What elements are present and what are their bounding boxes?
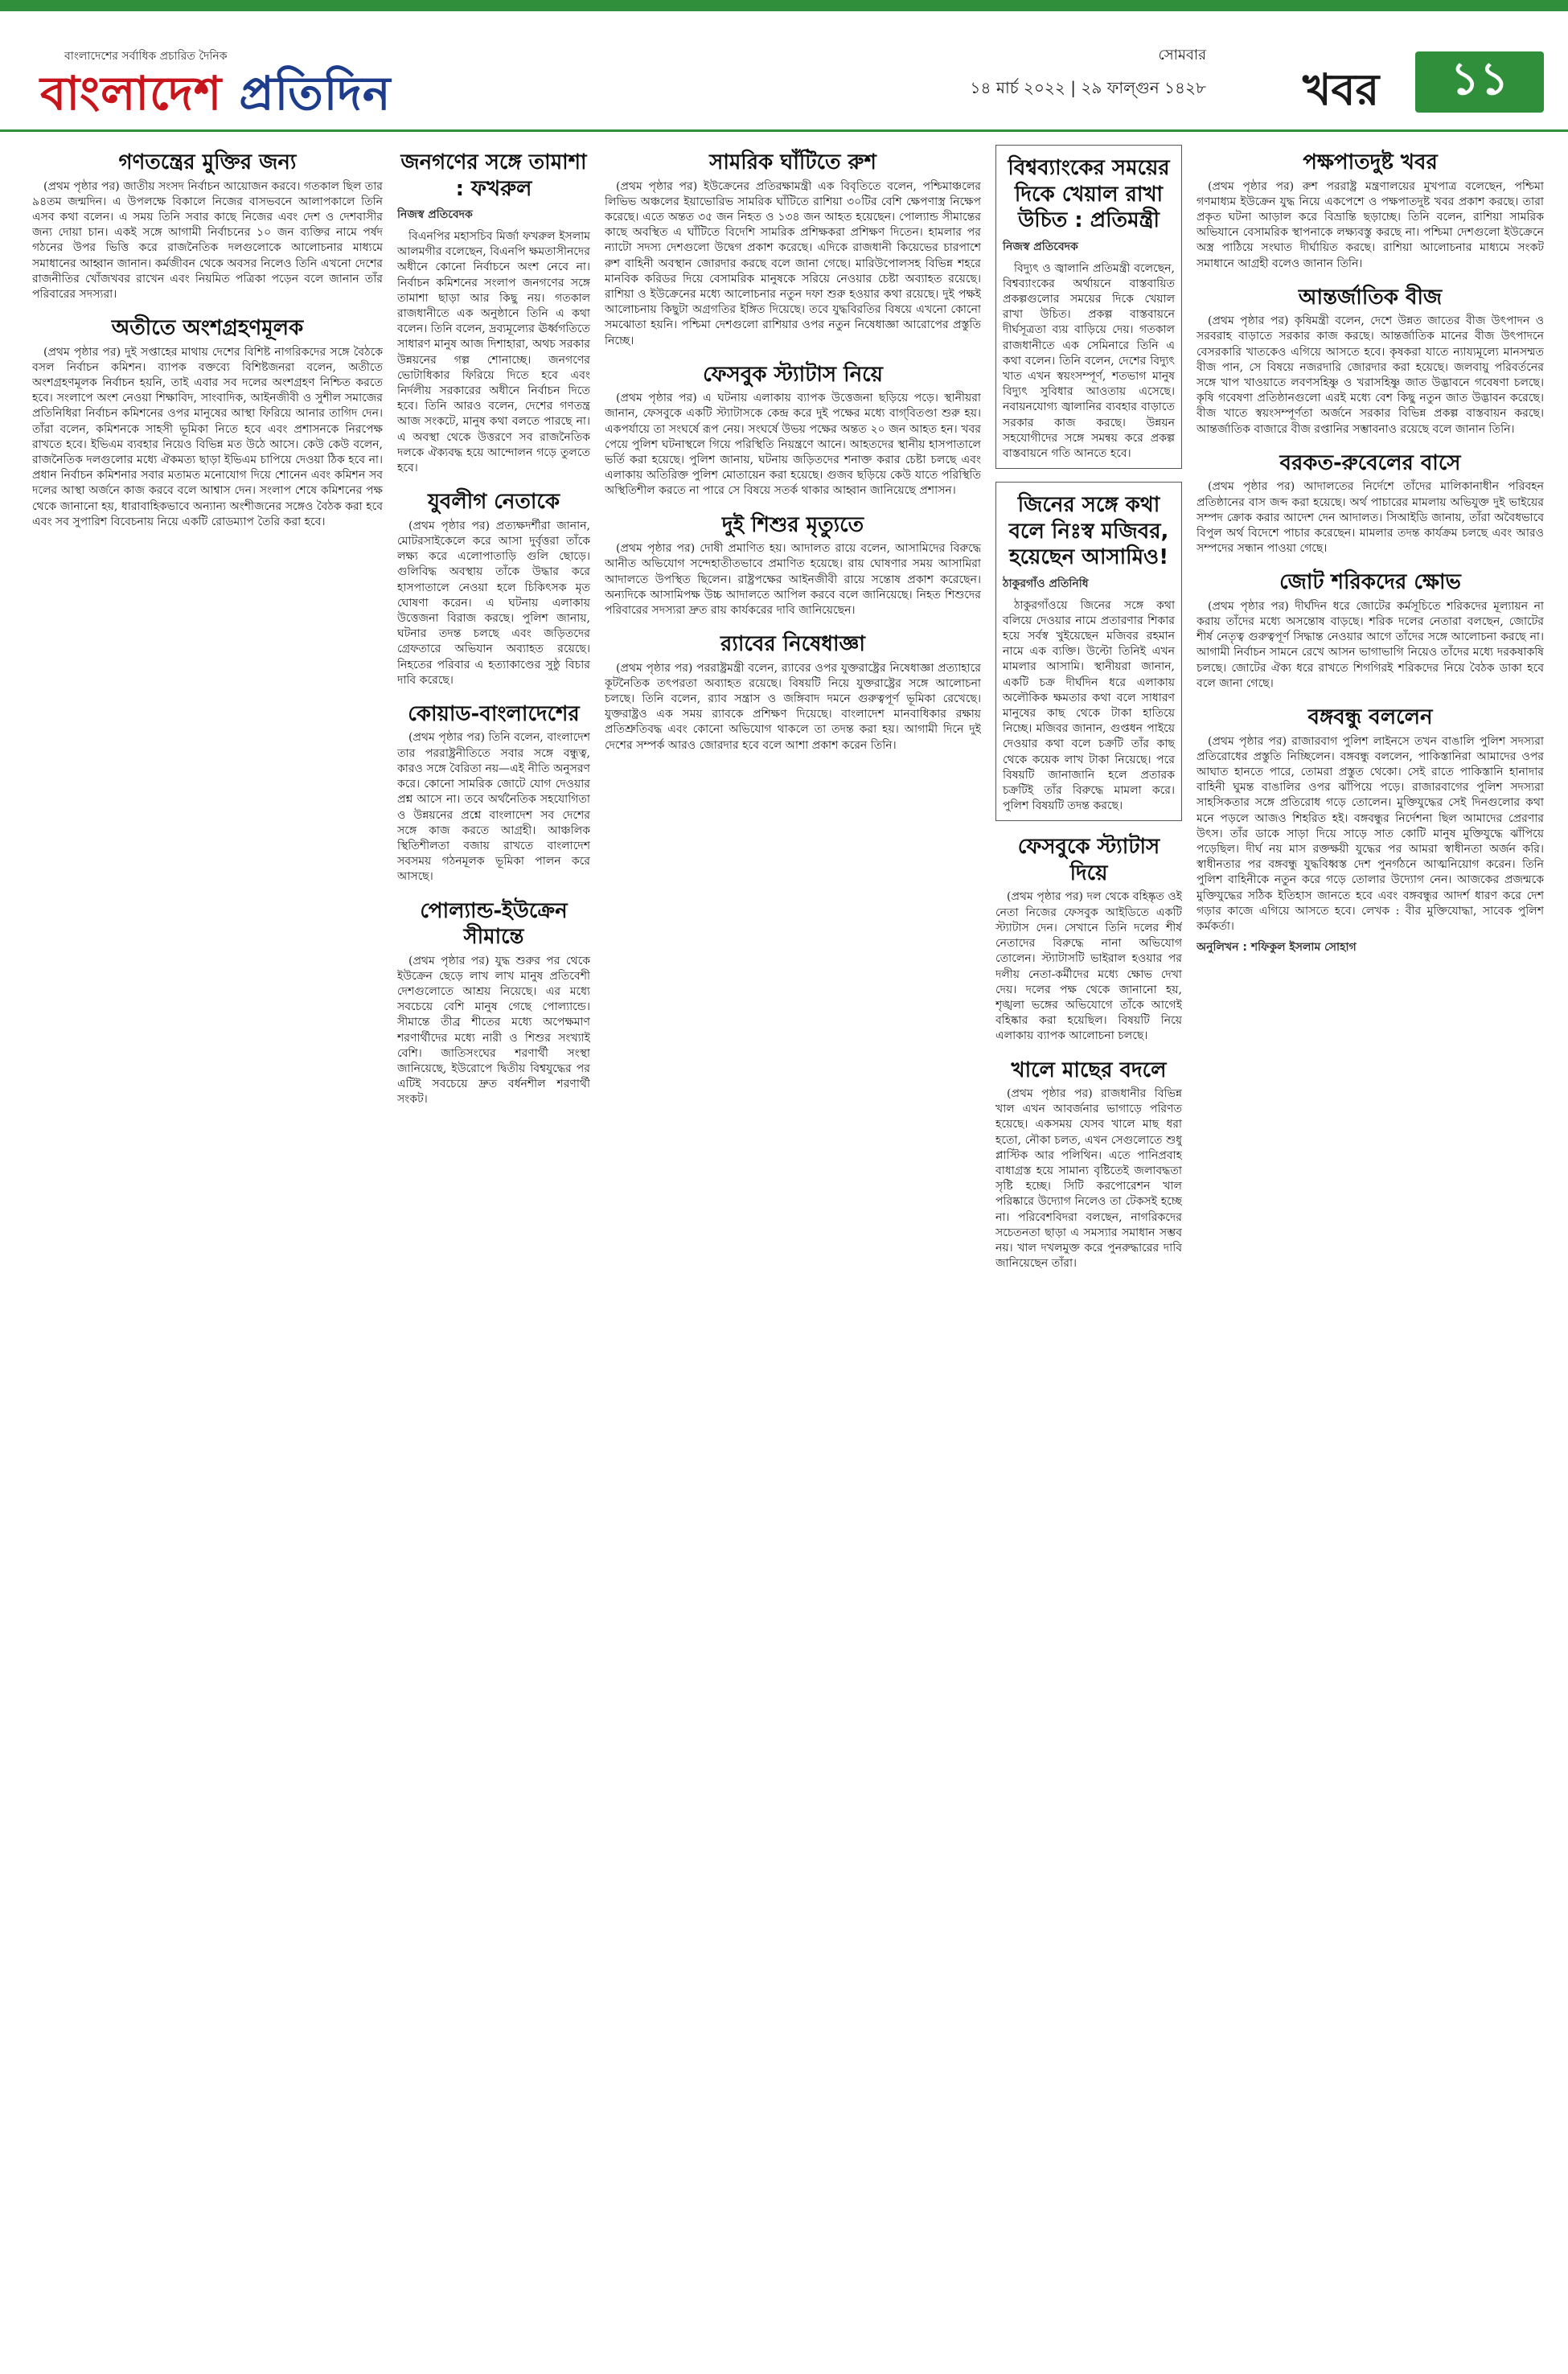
article-text: (প্রথম পৃষ্ঠার পর) রাজারবাগ পুলিশ লাইনসে তখন বাঙালি পুলিশ সদস্যরা প্রতিরোধের প্রস্তুতি নিচ্ছিলেন। বঙ্গবন্ধু বললেন, পাকিস্তানিরা আমাদের ওপর আঘাত হানতে পারে, তোমরা প্রস্তুত থেকো। সেই রাতে পাকিস্তানি হানাদার বাহিনী ঘুমন্ত বাঙালির ওপর ঝাঁপিয়ে পড়ে। রাজারবাগের পুলিশ সদস্যরা সাহসিকতার সঙ্গে প্রতিরোধ গড়ে তোলেন। মুক্তিযুদ্ধের সেই দিনগুলোর কথা মনে পড়লে আজও শিহরিত হই। বঙ্গবন্ধুর নির্দেশনা ছিল আমাদের প্রেরণার উৎস। তাঁর ডাকে সাড়া দিয়ে সাড়ে সাত কোটি মানুষ মুক্তিযুদ্ধে ঝাঁপিয়ে পড়েছিল। দীর্ঘ নয় মাস রক্তক্ষয়ী যুদ্ধের পর আমরা স্বাধীনতা অর্জন করি। স্বাধীনতার পর বঙ্গবন্ধু যুদ্ধবিধ্বস্ত দেশ পুনর্গঠনে আত্মনিয়োগ করেন। তিনি পুলিশ বাহিনীকে নতুন করে গড়ে তোলার উদ্যোগ নেন। আজকের প্রজন্মকে মুক্তিযুদ্ধের সঠিক ইতিহাস জানতে হবে এবং বঙ্গবন্ধুর আদর্শ ধারণ করে দেশ গড়ার কাজে এগিয়ে আসতে হবে। লেখক : বীর মুক্তিযোদ্ধা, সাবেক পুলিশ কর্মকর্তা। bbox=[1197, 734, 1544, 934]
column-1 bbox=[32, 145, 383, 2348]
article-facebook-status bbox=[605, 362, 981, 499]
article-biased-news bbox=[1197, 150, 1544, 272]
column-5 bbox=[1197, 145, 1544, 2348]
logo-text-blue: প্রতিদিন bbox=[239, 66, 392, 121]
article-body bbox=[397, 519, 590, 688]
article-russian-base bbox=[605, 150, 981, 349]
article-body bbox=[605, 661, 981, 754]
article-body bbox=[397, 229, 590, 476]
column-2 bbox=[397, 145, 590, 2348]
issue-day: সোমবার bbox=[1158, 47, 1206, 64]
article-text: (প্রথম পৃষ্ঠার পর) রাজধানীর বিভিন্ন খাল এখন আবর্জনার ভাগাড়ে পরিণত হয়েছে। একসময় যেসব খালে মাছ ধরা হতো, নৌকা চলত, এখন সেগুলোতে শুধু প্লাস্টিক আর পলিথিন। এতে পানিপ্রবাহ বাধাগ্রস্ত হয়ে সামান্য বৃষ্টিতেই জলাবদ্ধতা সৃষ্টি হচ্ছে। সিটি করপোরেশন খাল পরিষ্কারে উদ্যোগ নিলেও তা টেকসই হচ্ছে না। পরিবেশবিদরা বলছেন, নাগরিকদের সচেতনতা ছাড়া এ সমস্যার সমাধান সম্ভব নয়। খাল দখলমুক্ত করে পুনরুদ্ধারের দাবি জানিয়েছেন তাঁরা। bbox=[995, 1087, 1182, 1271]
article-text: (প্রথম পৃষ্ঠার পর) রুশ পররাষ্ট্র মন্ত্রণালয়ের মুখপাত্র বলেছেন, পশ্চিমা গণমাধ্যম ইউক্রেন যুদ্ধ নিয়ে একপেশে ও পক্ষপাতদুষ্ট খবর প্রকাশ করছে। তারা প্রকৃত ঘটনা আড়াল করে বিভ্রান্তি ছড়াচ্ছে। তিনি বলেন, রাশিয়া সামরিক অভিযানে বেসামরিক স্থাপনাকে লক্ষ্যবস্তু করছে না। পশ্চিমা দেশগুলো ইউক্রেনে অস্ত্র পাঠিয়ে সংঘাত দীর্ঘায়িত করছে। রাশিয়া আলোচনার মাধ্যমে সংকট সমাধানে আগ্রহী বলেও জানান তিনি। bbox=[1197, 179, 1544, 270]
article-text: (প্রথম পৃষ্ঠার পর) দীর্ঘদিন ধরে জোটের কর্মসূচিতে শরিকদের মূল্যায়ন না করায় তাঁদের মধ্যে অসন্তোষ বাড়ছে। শরিক দলের নেতারা বলছেন, জোটের শীর্ষ নেতৃত্ব গুরুত্বপূর্ণ সিদ্ধান্ত নেওয়ার আগে তাঁদের সঙ্গে আলোচনা করছে না। আগামী নির্বাচন সামনে রেখে আসন ভাগাভাগি নিয়েও তাঁদের মধ্যে দরকষাকষি চলছে। জোটের ঐক্য ধরে রাখতে শিগগিরই শরিকদের নিয়ে বৈঠক ডাকা হবে বলে জানা গেছে। bbox=[1197, 599, 1544, 690]
article-headline: খালে মাছের বদলে bbox=[1011, 1058, 1167, 1082]
article-body bbox=[1197, 734, 1544, 935]
column-4 bbox=[995, 145, 1182, 2348]
article-body bbox=[1003, 598, 1175, 815]
article-democracy bbox=[32, 150, 383, 302]
article-two-children bbox=[605, 512, 981, 619]
article-text: (প্রথম পৃষ্ঠার পর) জাতীয় সংসদ নির্বাচন আয়োজন করবে। গতকাল ছিল তার ৯৪তম জন্মদিন। এ উপলক্ষে বিকালে নিজের বাসভবনে আলাপকালে তিনি এসব কথা বলেন। এ সময় তিনি সবার কাছে নিজের এবং দেশ ও দেশবাসীর জন্য দোয়া চান। একই সঙ্গে আগামী নির্বাচনের ১০ জন ব্যক্তির নামে পর্ষদ গঠনের উপর ভিত্তি করে রাজনৈতিক দলগুলোকে আলোচনার মাধ্যমে সমাধানের আহ্বান জানান। কর্মজীবন থেকে অবসর নিলেও তিনি এখনো দেশের রাজনীতির খোঁজখবর রাখেন এবং নিয়মিত পত্রিকা পড়েন বলে জানান তাঁর পরিবারের সদস্যরা। bbox=[32, 179, 383, 301]
newspaper-logo bbox=[40, 58, 391, 136]
article-body bbox=[995, 889, 1182, 1044]
article-body bbox=[1197, 599, 1544, 692]
article-body bbox=[605, 391, 981, 499]
article-headline: জিনের সঙ্গে কথা বলে নিঃস্ব মজিবর, হয়েছেন আসামিও! bbox=[1008, 493, 1169, 570]
article-text: (প্রথম পৃষ্ঠার পর) দোষী প্রমাণিত হয়। আদালত রায়ে বলেন, আসামিদের বিরুদ্ধে আনীত অভিযোগ সন্দেহাতীতভাবে প্রমাণিত হয়েছে। রায় ঘোষণার সময় আসামিরা আদালতে উপস্থিত ছিলেন। রাষ্ট্রপক্ষের আইনজীবী রায়ে সন্তোষ প্রকাশ করেছেন। অন্যদিকে আসামিপক্ষ উচ্চ আদালতে আপিল করবে বলে জানিয়েছে। নিহত শিশুদের পরিবারের সদস্যরা দ্রুত রায় কার্যকরের দাবি জানিয়েছেন। bbox=[605, 542, 981, 617]
article-text: (প্রথম পৃষ্ঠার পর) আদালতের নির্দেশে তাঁদের মালিকানাধীন পরিবহন প্রতিষ্ঠানের বাস জব্দ করা হয়েছে। অর্থ পাচারের মামলায় অভিযুক্ত দুই ভাইয়ের সম্পদ ক্রোক করার আদেশ দেন আদালত। সিআইডি জানায়, তাঁরা অবৈধভাবে বিপুল অর্থ বিদেশে পাচার করেছেন। মামলার তদন্ত কার্যক্রম চলছে এবং আরও সম্পদের সন্ধান পাওয়া গেছে। bbox=[1197, 480, 1544, 556]
article-byline: অনুলিখন : শফিকুল ইসলাম সোহাগ bbox=[1197, 941, 1357, 955]
article-headline: যুবলীগ নেতাকে bbox=[427, 490, 560, 515]
article-headline: জোট শরিকদের ক্ষোভ bbox=[1279, 570, 1461, 595]
article-body bbox=[1197, 179, 1544, 272]
section-title: খবর bbox=[1303, 64, 1380, 115]
article-body bbox=[605, 541, 981, 618]
article-headline: বরকত-রুবেলের বাসে bbox=[1279, 450, 1461, 475]
article-canal bbox=[995, 1058, 1182, 1272]
article-text: বিএনপির মহাসচিব মির্জা ফখরুল ইসলাম আলমগীর বলেছেন, বিএনপি ক্ষমতাসীনদের অধীনে কোনো নির্বাচনে অংশ নেবে না। নির্বাচন কমিশনের সংলাপ জনগণের সঙ্গে তামাশা ছাড়া আর কিছু নয়। গতকাল রাজধানীতে এক অনুষ্ঠানে তিনি এ কথা বলেন। তিনি বলেন, দ্রব্যমূল্যের ঊর্ধ্বগতিতে সাধারণ মানুষ আজ দিশাহারা, অথচ সরকার উন্নয়নের গল্প শোনাচ্ছে। জনগণের ভোটাধিকার ফিরিয়ে দিতে হবে এবং নির্দলীয় সরকারের অধীনে নির্বাচন দিতে হবে। তিনি আরও বলেন, দেশের গণতন্ত্র আজ সংকটে, মানুষ কথা বলতে পারছে না। এ অবস্থা থেকে উত্তরণে সব রাজনৈতিক দলকে ঐক্যবদ্ধ হয়ে আন্দোলন গড়ে তুলতে হবে। bbox=[397, 230, 590, 475]
article-text: (প্রথম পৃষ্ঠার পর) পররাষ্ট্রমন্ত্রী বলেন, র‌্যাবের ওপর যুক্তরাষ্ট্রের নিষেধাজ্ঞা প্রত্যাহারে কূটনৈতিক তৎপরতা অব্যাহত রয়েছে। বিষয়টি নিয়ে যুক্তরাষ্ট্রের সঙ্গে আলোচনা চলছে। তিনি বলেন, র‌্যাব সন্ত্রাস ও জঙ্গিবাদ দমনে গুরুত্বপূর্ণ ভূমিকা রেখেছে। যুক্তরাষ্ট্রও এক সময় র‌্যাবকে প্রশিক্ষণ দিয়েছে। বাংলাদেশ মানবাধিকার রক্ষায় প্রতিশ্রুতিবদ্ধ এবং কোনো অভিযোগ থাকলে তা তদন্ত করা হয়। আগামী দিনে দুই দেশের সম্পর্ক আরও জোরদার হবে বলে আশা প্রকাশ করেন তিনি। bbox=[605, 661, 981, 752]
article-world-bank bbox=[995, 145, 1182, 469]
article-bangabandhu bbox=[1197, 704, 1544, 957]
article-poland-ukraine bbox=[397, 898, 590, 1108]
article-headline: কোয়াড-বাংলাদেশের bbox=[408, 701, 580, 726]
masthead bbox=[0, 11, 1568, 132]
article-headline: পক্ষপাতদুষ্ট খবর bbox=[1303, 150, 1438, 175]
article-headline: পোল্যান্ড-ইউক্রেন সীমান্তে bbox=[420, 898, 568, 950]
article-byline: নিজস্ব প্রতিবেদক bbox=[397, 208, 473, 221]
article-text: (প্রথম পৃষ্ঠার পর) দল থেকে বহিষ্কৃত ওই নেতা নিজের ফেসবুক আইডিতে একটি স্ট্যাটাস দেন। সেখানে তিনি দলের শীর্ষ নেতাদের বিরুদ্ধে নানা অভিযোগ তোলেন। স্ট্যাটাসটি ভাইরাল হওয়ার পর দলীয় নেতা-কর্মীদের মধ্যে ক্ষোভ দেখা দেয়। দলের পক্ষ থেকে জানানো হয়, শৃঙ্খলা ভঙ্গের অভিযোগে তাঁকে আগেই বহিষ্কার করা হয়েছিল। বিষয়টি নিয়ে এলাকায় ব্যাপক আলোচনা চলছে। bbox=[995, 890, 1182, 1043]
article-body bbox=[397, 954, 590, 1108]
article-seed bbox=[1197, 285, 1544, 437]
article-text: (প্রথম পৃষ্ঠার পর) কৃষিমন্ত্রী বলেন, দেশে উন্নত জাতের বীজ উৎপাদন ও সরবরাহ বাড়াতে সরকার কাজ করছে। আন্তর্জাতিক মানের বীজ উৎপাদনে বেসরকারি খাতকেও এগিয়ে আসতে হবে। কৃষকরা যাতে ন্যায্যমূল্যে মানসম্মত বীজ পান, সে বিষয়ে নজরদারি জোরদার করা হয়েছে। জলবায়ু পরিবর্তনের সঙ্গে খাপ খাওয়াতে লবণসহিষ্ণু ও খরাসহিষ্ণু জাত উদ্ভাবনে গবেষণা চলছে। কৃষি গবেষণা প্রতিষ্ঠানগুলো এরই মধ্যে বেশ কিছু নতুন জাত উদ্ভাবন করেছে। বীজ খাতে স্বয়ংসম্পূর্ণতা অর্জনে সরকার বিভিন্ন প্রকল্প বাস্তবায়ন করছে। আন্তর্জাতিক বাজারে বীজ রপ্তানির সম্ভাবনাও রয়েছে বলে জানান তিনি। bbox=[1197, 314, 1544, 436]
article-barkat-rubel bbox=[1197, 450, 1544, 557]
article-body bbox=[1197, 479, 1544, 557]
article-jubo-league bbox=[397, 489, 590, 688]
masthead-tagline: বাংলাদেশের সর্বাধিক প্রচারিত দৈনিক bbox=[64, 50, 228, 63]
top-color-strip bbox=[0, 0, 1568, 11]
issue-date-text: ১৪ মার্চ ২০২২ | ২৯ ফাল্গুন ১৪২৮ bbox=[970, 78, 1206, 97]
article-text: বিদ্যুৎ ও জ্বালানি প্রতিমন্ত্রী বলেছেন, বিশ্বব্যাংকের অর্থায়নে বাস্তবায়িত প্রকল্পগুলোর সময়ের দিকে খেয়াল রাখা উচিত। প্রকল্প বাস্তবায়নে দীর্ঘসূত্রতা ব্যয় বাড়িয়ে দেয়। গতকাল রাজধানীতে এক সেমিনারে তিনি এ কথা বলেন। তিনি বলেন, দেশের বিদ্যুৎ খাত এখন স্বয়ংসম্পূর্ণ, শতভাগ মানুষ বিদ্যুৎ সুবিধার আওতায় এসেছে। নবায়নযোগ্য জ্বালানির ব্যবহার বাড়াতে সরকার কাজ করছে। উন্নয়ন সহযোগীদের সঙ্গে সমন্বয় করে প্রকল্প বাস্তবায়নে গতি আনতে হবে। bbox=[1003, 261, 1175, 460]
article-jinn bbox=[995, 482, 1182, 821]
article-body bbox=[397, 730, 590, 885]
article-text: (প্রথম পৃষ্ঠার পর) প্রত্যক্ষদর্শীরা জানান, মোটরসাইকেলে করে আসা দুর্বৃত্তরা তাঁকে লক্ষ্য করে এলোপাতাড়ি গুলি ছোড়ে। গুলিবিদ্ধ অবস্থায় তাঁকে উদ্ধার করে হাসপাতালে নেওয়া হলে চিকিৎসক মৃত ঘোষণা করেন। এ ঘটনায় এলাকায় উত্তেজনা বিরাজ করছে। পুলিশ জানায়, ঘটনার তদন্ত চলছে এবং জড়িতদের গ্রেফতারে অভিযান অব্যাহত রয়েছে। নিহতের পরিবার এ হত্যাকাণ্ডের সুষ্ঠু বিচার দাবি করেছে। bbox=[397, 519, 590, 687]
article-headline: জনগণের সঙ্গে তামাশা : ফখরুল bbox=[400, 150, 587, 201]
column-3 bbox=[605, 145, 981, 2348]
article-headline: সামরিক ঘাঁটিতে রুশ bbox=[709, 150, 876, 175]
article-body bbox=[605, 179, 981, 349]
article-alliance bbox=[1197, 569, 1544, 692]
article-body bbox=[1003, 261, 1175, 462]
article-text: (প্রথম পৃষ্ঠার পর) যুদ্ধ শুরুর পর থেকে ইউক্রেন ছেড়ে লাখ লাখ মানুষ প্রতিবেশী দেশগুলোতে আশ্রয় নিয়েছে। এর মধ্যে সবচেয়ে বেশি মানুষ গেছে পোল্যান্ডে। সীমান্তে তীব্র শীতের মধ্যে অপেক্ষমাণ শরণার্থীদের মধ্যে নারী ও শিশুর সংখ্যাই বেশি। জাতিসংঘের শরণার্থী সংস্থা জানিয়েছে, ইউরোপে দ্বিতীয় বিশ্বযুদ্ধের পর এটিই সবচেয়ে দ্রুত বর্ধনশীল শরণার্থী সংকট। bbox=[397, 954, 590, 1107]
article-headline: আন্তর্জাতিক বীজ bbox=[1298, 285, 1443, 310]
article-headline: র‌্যাবের নিষেধাজ্ঞা bbox=[720, 632, 865, 657]
article-quad bbox=[397, 701, 590, 885]
article-text: ঠাকুরগাঁওয়ে জিনের সঙ্গে কথা বলিয়ে দেওয়ার নামে প্রতারণার শিকার হয়ে সর্বস্ব খুইয়েছেন মজিবর রহমান নামে এক ব্যক্তি। উল্টো তিনিই এখন মামলার আসামি। স্থানীয়রা জানান, একটি চক্র দীর্ঘদিন ধরে এলাকায় অলৌকিক ক্ষমতার কথা বলে সাধারণ মানুষের কাছ থেকে টাকা হাতিয়ে নিচ্ছে। মজিবর জানান, গুপ্তধন পাইয়ে দেওয়ার কথা বলে চক্রটি তাঁর কাছ থেকে কয়েক লাখ টাকা নিয়েছে। পরে বিষয়টি জানাজানি হলে প্রতারক চক্রটিই তাঁর বিরুদ্ধে মামলা করে। পুলিশ বিষয়টি তদন্ত করছে। bbox=[1003, 598, 1175, 813]
article-headline: দুই শিশুর মৃত্যুতে bbox=[721, 512, 864, 537]
page-number-badge: ১১ bbox=[1415, 51, 1544, 113]
article-rab-sanction bbox=[605, 631, 981, 754]
article-byline: নিজস্ব প্রতিবেদক bbox=[1003, 240, 1078, 253]
article-text: (প্রথম পৃষ্ঠার পর) এ ঘটনায় এলাকায় ব্যাপক উত্তেজনা ছড়িয়ে পড়ে। স্থানীয়রা জানান, ফেসবুকে একটি স্ট্যাটাসকে কেন্দ্র করে দুই পক্ষের মধ্যে বাগ্‌বিতণ্ডা শুরু হয়। একপর্যায়ে তা সংঘর্ষে রূপ নেয়। সংঘর্ষে উভয় পক্ষের অন্তত ২০ জন আহত হন। খবর পেয়ে পুলিশ ঘটনাস্থলে গিয়ে পরিস্থিতি নিয়ন্ত্রণে আনে। আহতদের স্থানীয় হাসপাতালে ভর্তি করা হয়েছে। পুলিশ জানায়, ঘটনায় জড়িতদের শনাক্ত করার চেষ্টা চলছে এবং এলাকায় অতিরিক্ত পুলিশ মোতায়েন করা হয়েছে। গুজব ছড়িয়ে কেউ যাতে পরিস্থিতি অস্থিতিশীল করতে না পারে সে বিষয়ে সতর্ক থাকার আহ্বান জানিয়েছে প্রশাসন। bbox=[605, 392, 981, 498]
article-text: (প্রথম পৃষ্ঠার পর) তিনি বলেন, বাংলাদেশ তার পররাষ্ট্রনীতিতে সবার সঙ্গে বন্ধুত্ব, কারও সঙ্গে বৈরিতা নয়—এই নীতি অনুসরণ করে। কোনো সামরিক জোটে যোগ দেওয়ার প্রশ্ন আসে না। তবে অর্থনৈতিক সহযোগিতা ও উন্নয়নের প্রশ্নে বাংলাদেশ সব দেশের সঙ্গে কাজ করতে আগ্রহী। আঞ্চলিক স্থিতিশীলতা বজায় রাখতে বাংলাদেশ সবসময় গঠনমূলক ভূমিকা পালন করে আসছে। bbox=[397, 731, 590, 884]
article-text: (প্রথম পৃষ্ঠার পর) দুই সপ্তাহের মাথায় দেশের বিশিষ্ট নাগরিকদের সঙ্গে বৈঠকে বসল নির্বাচন কমিশন। ব্যাপক বক্তব্যে বিশিষ্টজনরা বলেন, অতীতে অংশগ্রহণমূলক নির্বাচন হয়নি, তাই এবার সব দলের অংশগ্রহণ নিশ্চিত করতে হবে। সংলাপে অংশ নেওয়া শিক্ষাবিদ, সাংবাদিক, আইনজীবী ও সুশীল সমাজের প্রতিনিধিরা নির্বাচন কমিশনের ওপর মানুষের আস্থা ফিরিয়ে আনার তাগিদ দেন। তাঁরা বলেন, কমিশনকে সাহসী ভূমিকা নিতে হবে এবং প্রশাসনকে নিরপেক্ষ রাখতে হবে। ইভিএম ব্যবহার নিয়েও বিভিন্ন মত উঠে আসে। কেউ কেউ বলেন, রাজনৈতিক দলগুলোর মধ্যে ঐকমত্য ছাড়া ইভিএম চাপিয়ে দেওয়া ঠিক হবে না। প্রধান নির্বাচন কমিশনার সবার মতামত মনোযোগ দিয়ে শোনেন এবং কমিশন সব দলের আস্থা অর্জনে কাজ করবে বলে আশ্বাস দেন। সংলাপ শেষে কমিশনের পক্ষ থেকে জানানো হয়, ধারাবাহিকভাবে অন্যান্য অংশীজনের সঙ্গেও বৈঠক করা হবে এবং সব সুপারিশ বিবেচনায় নিয়ে একটি রোডম্যাপ তৈরি করা হবে। bbox=[32, 345, 383, 528]
issue-date bbox=[949, 43, 1206, 103]
article-facebook-status-2 bbox=[995, 834, 1182, 1044]
article-body bbox=[32, 179, 383, 303]
logo-text-red: বাংলাদেশ bbox=[40, 66, 240, 121]
article-participatory bbox=[32, 315, 383, 530]
article-body bbox=[32, 345, 383, 530]
article-headline: বঙ্গবন্ধু বললেন bbox=[1307, 705, 1433, 730]
article-fakhrul bbox=[397, 150, 590, 476]
article-body bbox=[995, 1086, 1182, 1271]
page-columns bbox=[32, 145, 1544, 2348]
article-headline: গণতন্ত্রের মুক্তির জন্য bbox=[118, 150, 297, 175]
article-body bbox=[1197, 314, 1544, 437]
article-headline: বিশ্বব্যাংকের সময়ের দিকে খেয়াল রাখা উচিত : প্রতিমন্ত্রী bbox=[1008, 156, 1170, 232]
article-headline: ফেসবুকে স্ট্যাটাস দিয়ে bbox=[1017, 835, 1160, 885]
article-headline: অতীতে অংশগ্রহণমূলক bbox=[111, 316, 304, 341]
article-text: (প্রথম পৃষ্ঠার পর) ইউক্রেনের প্রতিরক্ষামন্ত্রী এক বিবৃতিতে বলেন, পশ্চিমাঞ্চলের লিভিভ অঞ্চলের ইয়াভোরিভ সামরিক ঘাঁটিতে রাশিয়া ৩০টির বেশি ক্ষেপণাস্ত্র নিক্ষেপ করেছে। এতে অন্তত ৩৫ জন নিহত ও ১৩৪ জন আহত হয়েছেন। পোল্যান্ড সীমান্তের কাছে অবস্থিত এ ঘাঁটিতে বিদেশি সামরিক প্রশিক্ষকরা প্রশিক্ষণ দিতেন। হামলার পর ন্যাটো সদস্য দেশগুলো উদ্বেগ প্রকাশ করেছে। এদিকে রাজধানী কিয়েভের চারপাশে রুশ বাহিনী অবস্থান জোরদার করছে বলে জানা গেছে। মারিউপোলসহ বিভিন্ন শহরে মানবিক করিডর দিয়ে বেসামরিক মানুষকে সরিয়ে নেওয়ার চেষ্টা অব্যাহত রয়েছে। রাশিয়া ও ইউক্রেনের মধ্যে আলোচনার নতুন দফা শুরু হওয়ার কথা রয়েছে। দুই পক্ষই আলোচনায় কিছুটা অগ্রগতির ইঙ্গিত দিয়েছে। তবে যুদ্ধবিরতির বিষয়ে এখনো কোনো সমঝোতা হয়নি। পশ্চিমা দেশগুলো রাশিয়ার ওপর নতুন নিষেধাজ্ঞা আরোপের প্রস্তুতি নিচ্ছে। bbox=[605, 179, 981, 347]
article-headline: ফেসবুক স্ট্যাটাস নিয়ে bbox=[703, 362, 883, 387]
article-byline: ঠাকুরগাঁও প্রতিনিধি bbox=[1003, 577, 1089, 590]
